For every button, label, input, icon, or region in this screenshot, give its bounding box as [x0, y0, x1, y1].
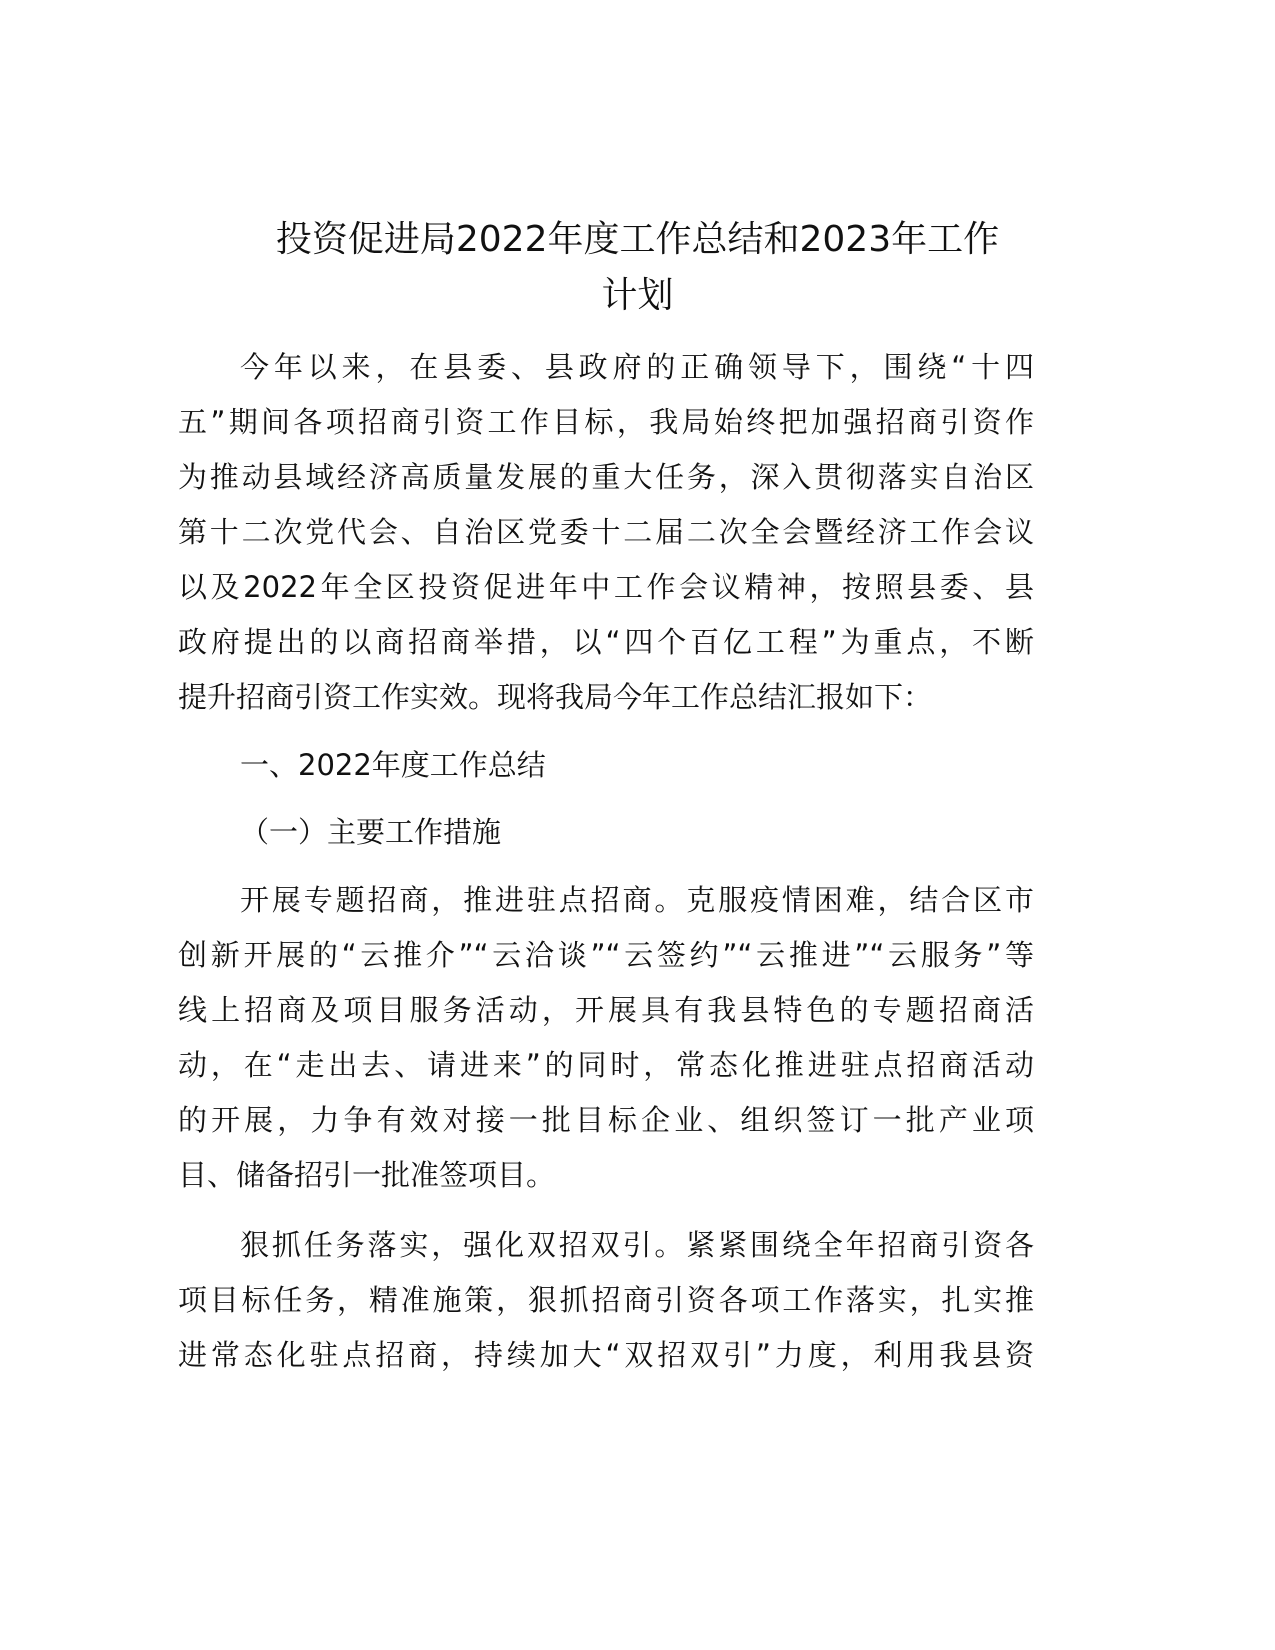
paragraph-line: 动，在“走出去、请进来”的同时，常态化推进驻点招商活动 [178, 1048, 1034, 1082]
paragraph-line: 五”期间各项招商引资工作目标，我局始终把加强招商引资作 [178, 405, 1034, 439]
paragraph-line: 为推动县域经济高质量发展的重大任务，深入贯彻落实自治区 [178, 460, 1034, 494]
paragraph-line: 第十二次党代会、自治区党委十二届二次全会暨经济工作会议 [178, 515, 1034, 549]
paragraph-line: 以及2022年全区投资促进年中工作会议精神，按照县委、县 [178, 570, 1034, 604]
paragraph-line: 创新开展的“云推介”“云洽谈”“云签约”“云推进”“云服务”等 [178, 938, 1034, 972]
paragraph-line: 狠抓任务落实，强化双招双引。紧紧围绕全年招商引资各 [240, 1228, 1034, 1262]
document-title-line-2: 计划 [601, 275, 674, 316]
paragraph-line: 目、储备招引一批准签项目。 [178, 1158, 556, 1192]
paragraph-line: 开展专题招商，推进驻点招商。克服疫情困难，结合区市 [240, 883, 1034, 917]
paragraph-line: 提升招商引资工作实效。现将我局今年工作总结汇报如下： [178, 680, 933, 714]
paragraph-line: 政府提出的以商招商举措，以“四个百亿工程”为重点，不断 [178, 625, 1034, 659]
document-title-line-1: 投资促进局2022年度工作总结和2023年工作 [275, 219, 1000, 260]
paragraph-line: 的开展，力争有效对接一批目标企业、组织签订一批产业项 [178, 1103, 1034, 1137]
subsection-heading: （一）主要工作措施 [240, 815, 502, 849]
paragraph-line: 项目标任务，精准施策，狠抓招商引资各项工作落实，扎实推 [178, 1283, 1034, 1317]
paragraph-line: 线上招商及项目服务活动，开展具有我县特色的专题招商活 [178, 993, 1034, 1027]
paragraph-line: 今年以来，在县委、县政府的正确领导下，围绕“十四 [240, 350, 1034, 384]
section-heading: 一、2022年度工作总结 [240, 748, 546, 782]
paragraph-line: 进常态化驻点招商，持续加大“双招双引”力度，利用我县资 [178, 1338, 1034, 1372]
